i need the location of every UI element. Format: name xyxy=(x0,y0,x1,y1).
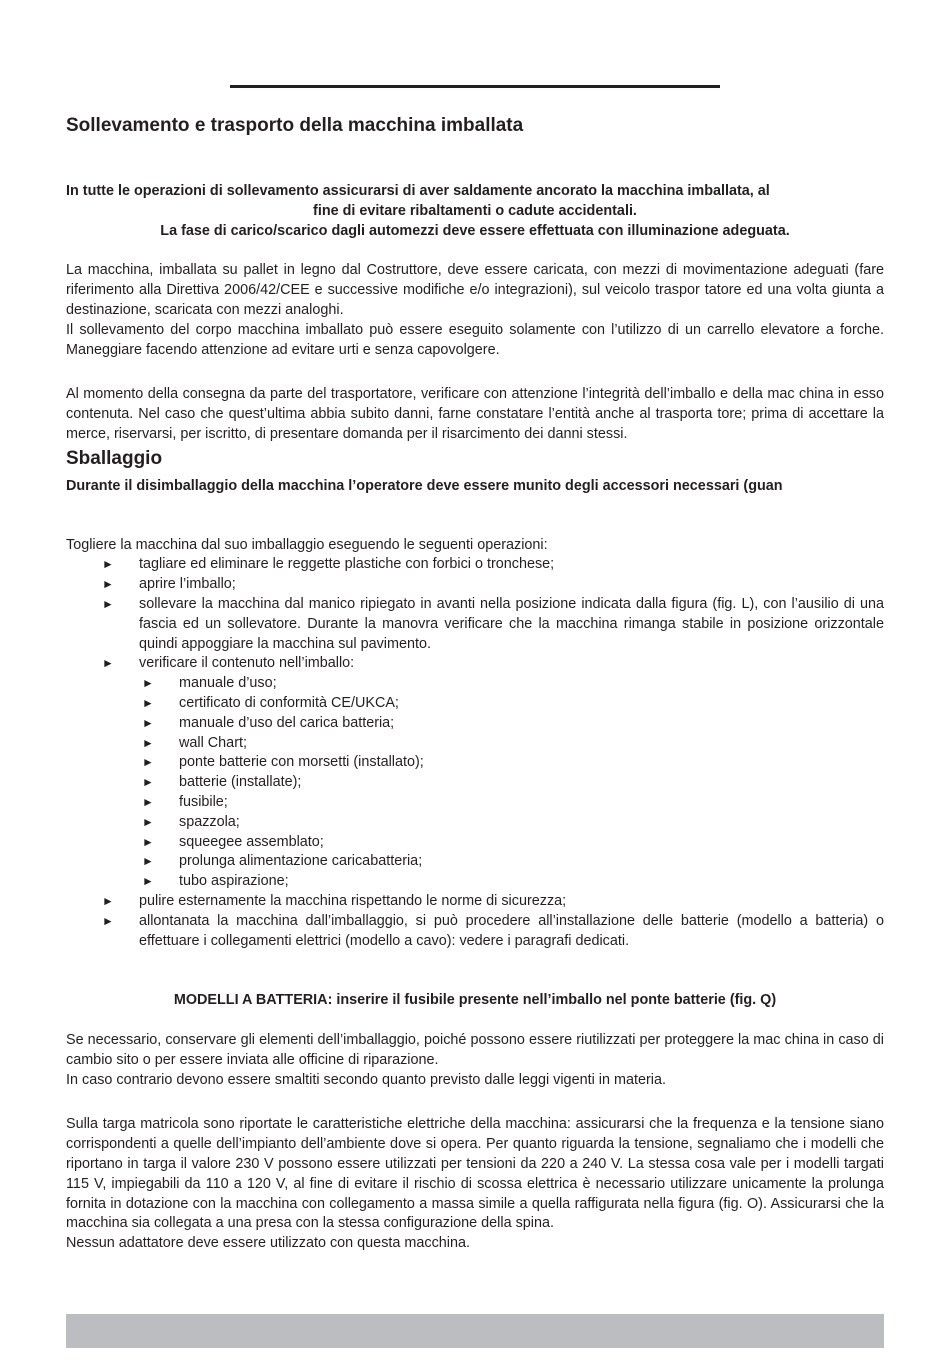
arrow-bullet-icon: ► xyxy=(102,913,114,928)
packaging-paragraph: Se necessario, conservare gli elementi dell’imballaggio, poiché possono essere riutilizzati per proteggere la mac china in caso di cambio sito o per essere inviata alle officine di riparazione. xyxy=(66,1032,884,1068)
arrow-bullet-icon: ► xyxy=(102,893,114,908)
content-item-text: squeegee assemblato; xyxy=(179,833,324,850)
arrow-bullet-icon: ► xyxy=(102,577,114,592)
delivery-paragraph: Al momento della consegna da parte del trasportatore, verificare con attenzione l’integrità dell’imballo e della mac china in esso contenuta. Nel caso che quest’ultima abbia subito danni, farne constatare l’entità anche al trasporta tore; prima di accettare la merce, riservarsi, per iscritto, di presentare domanda per il risarcimento dei danni stessi. xyxy=(66,386,884,442)
footer-bar xyxy=(66,1314,884,1348)
list-item xyxy=(139,773,884,793)
unpacking-warning: Durante il disimballaggio della macchina l’operatore deve essere munito degli accessori necessari (guan xyxy=(66,477,783,494)
arrow-bullet-icon: ► xyxy=(142,874,154,889)
content-item-text: tubo aspirazione; xyxy=(179,873,289,890)
content-item-text: wall Chart; xyxy=(179,734,247,751)
arrow-bullet-icon: ► xyxy=(142,735,154,750)
arrow-bullet-icon: ► xyxy=(102,656,114,671)
content-item-text: spazzola; xyxy=(179,813,240,830)
step-text: tagliare ed eliminare le reggette plastiche con forbici o tronchese; xyxy=(139,556,555,573)
header-rule xyxy=(230,85,720,88)
content-item-text: certificato di conformità CE/UKCA; xyxy=(179,694,399,711)
step-text: allontanata la macchina dall’imballaggio, si può procedere all’installazione delle batterie (modello a batteria) o effettuare i collegamenti elettrici (modello a cavo): vedere i paragrafi dedicati. xyxy=(139,912,884,949)
battery-models-note: MODELLI A BATTERIA: inserire il fusibile presente nell’imballo nel ponte batterie (fig. Q) xyxy=(173,992,777,1009)
content-item-text: batterie (installate); xyxy=(179,774,302,791)
content-item-text: ponte batterie con morsetti (installato); xyxy=(179,754,424,771)
lifting-warning-line1: In tutte le operazioni di sollevamento assicurarsi di aver saldamente ancorato la macchina imballata, al xyxy=(66,183,770,199)
arrow-bullet-icon: ► xyxy=(142,834,154,849)
disposal-paragraph: In caso contrario devono essere smaltiti secondo quanto previsto dalle leggi vigenti in materia. xyxy=(66,1071,666,1088)
unpacking-steps xyxy=(66,555,884,951)
step-text: sollevare la macchina dal manico ripiegato in avanti nella posizione indicata dalla figura (fig. L), con l’ausilio di una fascia ed un sollevatore. Durante la manovra verificare che la macchina rimanga stabile in posizione orizzontale quindi appoggiare la macchina sul pavimento. xyxy=(139,595,884,652)
list-item xyxy=(139,734,884,754)
list-item xyxy=(66,555,884,575)
arrow-bullet-icon: ► xyxy=(142,755,154,770)
list-item xyxy=(139,694,884,714)
unpacking-intro: Togliere la macchina dal suo imballaggio eseguendo le seguenti operazioni: xyxy=(66,536,548,553)
list-item xyxy=(66,575,884,595)
section-title-unpacking: Sballaggio xyxy=(66,447,163,469)
lifting-paragraph-1: La macchina, imballata su pallet in legno dal Costruttore, deve essere caricata, con mezzi di movimentazione adeguati (fare riferimento alla Direttiva 2006/42/CEE e successive modifiche e/o integrazioni), sul veicolo traspor tatore ed una volta giunta a destinazione, scaricata con mezzi analoghi. xyxy=(66,262,884,318)
list-item xyxy=(139,872,884,892)
arrow-bullet-icon: ► xyxy=(142,676,154,691)
arrow-bullet-icon: ► xyxy=(142,794,154,809)
lifting-warning xyxy=(66,182,884,241)
lifting-warning-line3: La fase di carico/scarico dagli automezzi deve essere effettuata con illuminazione adeguata. xyxy=(160,222,790,239)
lifting-warning-line2: fine di evitare ribaltamenti o cadute accidentali. xyxy=(313,202,637,219)
list-item xyxy=(139,813,884,833)
list-item xyxy=(139,753,884,773)
list-item xyxy=(139,674,884,694)
arrow-bullet-icon: ► xyxy=(102,557,114,572)
electrical-paragraph: Sulla targa matricola sono riportate le caratteristiche elettriche della macchina: assicurarsi che la frequenza e la tensione siano corrispondenti a quelle dell’impianto dell’ambiente dove si opera. Per quanto riguarda la tensione, segnaliamo che i modelli che riportano in targa il valore 230 V possono essere utilizzati per tensioni da 220 a 240 V. La stessa cosa vale per i modelli targati 115 V, impiegabili da 110 a 120 V, al fine di evitare il rischio di scossa elettrica è necessario utilizzare unicamente la prolunga fornita in dotazione con la macchina con collegamento a massa simile a quella raffigurata nella figura (fig. O). Assicurarsi che la macchina sia collegata a una presa con la stessa configurazione della spina. xyxy=(66,1116,884,1232)
section-title-lifting: Sollevamento e trasporto della macchina imballata xyxy=(66,115,524,136)
page-content xyxy=(66,112,884,1254)
list-item xyxy=(66,654,884,892)
step-text: aprire l’imballo; xyxy=(139,576,236,593)
arrow-bullet-icon: ► xyxy=(142,715,154,730)
list-item xyxy=(139,714,884,734)
list-item xyxy=(139,793,884,813)
package-contents-list xyxy=(139,674,884,892)
arrow-bullet-icon: ► xyxy=(142,775,154,790)
content-item-text: manuale d’uso; xyxy=(179,675,277,692)
list-item xyxy=(139,833,884,853)
step-text: pulire esternamente la macchina rispettando le norme di sicurezza; xyxy=(139,892,567,909)
step-text: verificare il contenuto nell’imballo: xyxy=(139,655,355,672)
content-item-text: manuale d’uso del carica batteria; xyxy=(179,714,395,731)
list-item xyxy=(66,892,884,912)
lifting-paragraph-2: Il sollevamento del corpo macchina imballato può essere eseguito solamente con l’utilizzo di un carrello elevatore a forche. Maneggiare facendo attenzione ad evitare urti e senza capovolgere. xyxy=(66,321,884,358)
list-item xyxy=(139,852,884,872)
arrow-bullet-icon: ► xyxy=(142,854,154,869)
adapter-warning: Nessun adattatore deve essere utilizzato con questa macchina. xyxy=(66,1235,470,1252)
content-item-text: fusibile; xyxy=(179,793,228,810)
list-item xyxy=(66,595,884,654)
arrow-bullet-icon: ► xyxy=(102,596,114,611)
content-item-text: prolunga alimentazione caricabatteria; xyxy=(179,853,423,870)
arrow-bullet-icon: ► xyxy=(142,814,154,829)
list-item xyxy=(66,912,884,952)
arrow-bullet-icon: ► xyxy=(142,695,154,710)
